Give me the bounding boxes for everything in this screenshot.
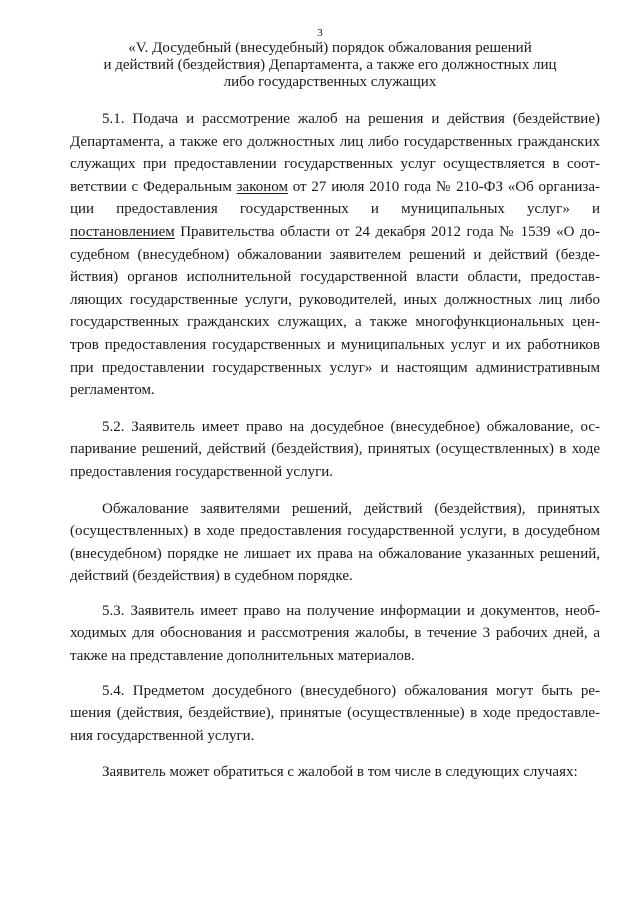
text-line: Департамента, а также его должностных лиц либо государственных гражданских (70, 133, 600, 150)
word: и (370, 201, 379, 218)
text-line: также на представление дополнительных материалов. (70, 648, 415, 665)
paragraph-gap (70, 484, 600, 498)
paragraph-gap (70, 588, 600, 600)
paragraph-5-1 (70, 108, 600, 402)
text-line: государственных гражданских служащих, а также многофункциональных цен- (70, 314, 600, 331)
word: услуг» (527, 201, 570, 218)
paragraph-gap (70, 402, 600, 416)
text-line: йствия) органов исполнительной государственной власти области, предостав- (70, 269, 600, 286)
text-fragment: от 27 июля 2010 года № 210-ФЗ «Об организа- (287, 178, 600, 195)
text-line: 5.1. Подача и рассмотрение жалоб на решения и действия (бездействие) (102, 111, 600, 127)
law-link[interactable]: законом (236, 178, 288, 195)
heading-line: «V. Досудебный (внесудебный) порядок обжалования решений (128, 40, 532, 56)
heading-line: и действий (бездействия) Департамента, а также его должностных лиц (103, 57, 557, 73)
paragraph-5-4 (70, 680, 600, 748)
word: муниципальных (401, 201, 505, 218)
text-line: 5.2. Заявитель имеет право на досудебное (внесудебное) обжалование, ос- (102, 418, 600, 435)
text-line: предоставления государственной услуги. (70, 463, 334, 480)
resolution-link[interactable]: постановлением (70, 223, 175, 240)
text-line: судебном (внесудебном) обжаловании заявителем решений и действий (безде- (70, 246, 600, 263)
text-line: паривание решений, действий (бездействия), принятых (осуществленных) в ходе (70, 441, 600, 458)
page-number: 3 (317, 27, 323, 39)
word: и (591, 201, 600, 218)
text-fragment: Правительства области от 24 декабря 2012 года № 1539 «О до- (174, 223, 600, 240)
text-line: (внесудебном) порядке не лишает их права на обжалование указанных решений, (70, 545, 600, 562)
word: ции (70, 201, 95, 218)
text-line: действий (бездействия) в судебном порядке. (70, 568, 353, 585)
paragraph-gap (70, 747, 600, 761)
text-line (70, 221, 600, 244)
text-line: Обжалование заявителями решений, действий (бездействия), принятых (102, 500, 600, 517)
heading-line: либо государственных служащих (223, 74, 437, 90)
text-line: регламентом. (70, 382, 155, 399)
word: предоставления (116, 201, 218, 218)
text-line: 5.4. Предметом досудебного (внесудебного) обжалования могут быть ре- (102, 682, 600, 699)
text-line-spread (70, 198, 600, 221)
paragraph-5-3 (70, 600, 600, 668)
text-line: ляющих государственные услуги, руководителей, иных должностных лиц либо (70, 291, 600, 308)
section-heading (60, 40, 600, 91)
text-line (70, 176, 600, 199)
text-line: 5.3. Заявитель имеет право на получение информации и документов, необ- (102, 602, 600, 619)
text-line: ходимых для обоснования и рассмотрения жалобы, в течение 3 рабочих дней, а (70, 625, 600, 642)
text-line: при предоставлении государственных услуг» и настоящим административным (70, 359, 600, 376)
word: государственных (239, 201, 349, 218)
text-fragment: ветствии с Федеральным (70, 178, 237, 195)
text-line: шения (действия, бездействие), принятые (осуществленные) в ходе предоставле- (70, 705, 600, 722)
text-line: Заявитель может обратиться с жалобой в том числе в следующих случаях: (102, 764, 578, 781)
paragraph-gap (70, 668, 600, 680)
paragraph-5-2 (70, 416, 600, 484)
text-line: (осуществленных) в ходе предоставления государственной услуги, в досудебном (70, 523, 600, 540)
text-line: служащих при предоставлении государственных услуг осуществляется в соот- (70, 156, 600, 173)
text-line: тров предоставления государственных и муниципальных услуг и их работников (70, 336, 600, 353)
text-line: ния государственной услуги. (70, 727, 255, 744)
paragraph-5-2-appeal (70, 498, 600, 588)
document-body (70, 108, 600, 784)
paragraph-5-4-cases (70, 761, 600, 784)
